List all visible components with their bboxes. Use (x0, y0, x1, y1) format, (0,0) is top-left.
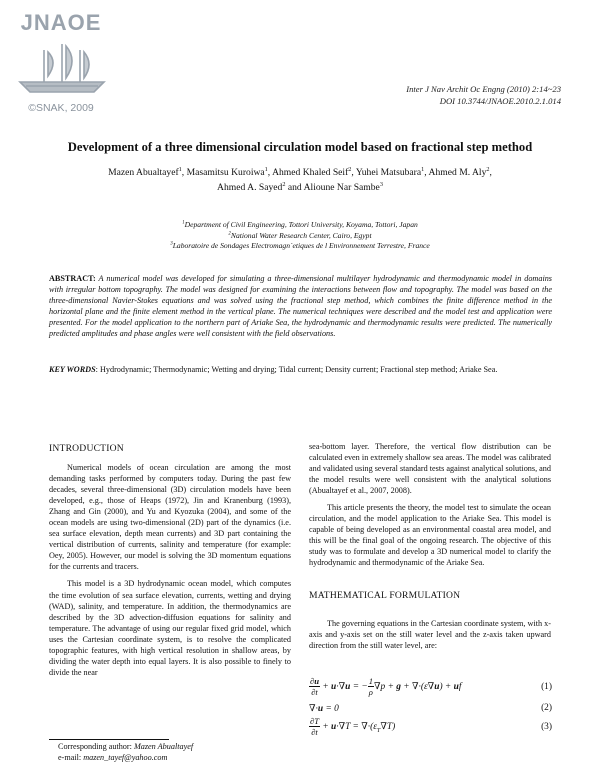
equation-number: (3) (541, 722, 552, 732)
footnote-rule (49, 739, 169, 740)
ship-icon (14, 40, 110, 98)
author: Ahmed Khaled Seif$^2$ (272, 165, 352, 178)
intro-paragraph-2: This model is a 3D hydrodynamic ocean model, which computes the time evolution of sea surface elevation, currents, wetting and drying (WAD), salinity, and temperature. In addition, the thermodynamics are described by the 3D advection-diffusion equations for salinity and temperature. The advantage of using our regular fixed grid model, which uses the Cartesian coordinate system, is to resolve the complicated topographic features, with high vertical resolution in shallow areas, by dividing the water depth into equal layers. It is also possible to finely to divide the near (49, 579, 291, 677)
keywords (49, 364, 552, 375)
math-paragraph-1: The governing equations in the Cartesian coordinate system, with x-axis and y-axis set on the still water level and the z-axis taken upward direction from the still water level, are: (309, 619, 551, 651)
intro-paragraph-1: Numerical models of ocean circulation are among the most demanding tasks performed by computers today. During the past few decades, several three-dimensional (3D) circulation models have been developed, e.g., those of Heaps (1972), Jin and Kranenburg (1993), Zhang and Gin (2000), and Yu and Kyozuka (2004), and some of the ocean models are using two-dimensional (2D) part of the dynamics (i.e. sea surface elevation, depth mean currents) and 3D part containing the vertical distribution of currents, salinity and temperature (for example: Oey, 2005). However, our model is solving the 3D momentum equations for the currents and tracers. (49, 463, 291, 572)
journal-citation (406, 83, 561, 107)
abstract (49, 274, 552, 339)
left-column (49, 462, 291, 678)
author: Ahmed M. Aly$^2$ (428, 165, 490, 178)
intro-paragraph-3: This article presents the theory, the model test to simulate the ocean circulation, and the model application to the Ariake Sea. This model is capable of being developed as an environmental coastal area model, and this will be the final goal of the ongoing research. The objective of this study was to formulate and develop a 3D numerical model to clarify the hydrodynamic and thermodynamic of the Ariake Sea. (309, 503, 551, 568)
email-label: e-mail: (58, 752, 82, 762)
abstract-label: ABSTRACT: (49, 274, 96, 283)
intro-heading: INTRODUCTION (49, 443, 124, 454)
corr-email[interactable]: mazen_tayef@yahoo.com (83, 752, 168, 762)
keywords-label: KEY WORDS (49, 365, 96, 374)
author: Masamitsu Kuroiwa$^1$ (186, 165, 268, 178)
equation-number: (1) (541, 682, 552, 692)
citation-line: Inter J Nav Archit Oc Engng (2010) 2:14~23 (406, 84, 561, 94)
author: Yuhei Matsubara$^1$ (355, 165, 425, 178)
logo-copyright: ©SNAK, 2009 (28, 102, 94, 114)
logo-text: JNAOE (20, 10, 102, 35)
equation-2: ∇·u = 0 (2) (309, 703, 552, 714)
corresponding-author (58, 742, 193, 763)
author: Ahmed A. Sayed$^2$ (217, 180, 286, 193)
right-column (309, 441, 551, 569)
affiliations (40, 220, 560, 252)
corr-name: Mazen Abualtayef (133, 742, 194, 751)
keywords-text: : Hydrodynamic; Thermodynamic; Wetting and drying; Tidal current; Density current; Fractional step method; Ariake Sea. (95, 365, 498, 374)
equation-1: $\frac{\partial u}{\partial t}$ + u·∇u = − $\frac{1}{\rho}$ ∇p + g + ∇·(ε∇u) + uf (1) (310, 676, 552, 697)
journal-logo (6, 8, 116, 120)
equation-number: (2) (541, 703, 552, 713)
affiliation: $^2$National Water Research Center, Cairo, Egypt (228, 230, 372, 240)
author-list: Mazen Abualtayef$^1$, Masamitsu Kuroiwa$^1$, Ahmed Khaled Seif$^2$, Yuhei Matsubara$^1$, Ahmed M. Aly$^2$, Ahmed A. Sayed$^2$ and Alioune Nar Sambe$^3$ (108, 165, 492, 193)
affiliation: $^1$Department of Civil Engineering, Tottori University, Koyama, Tottori, Japan (182, 220, 418, 229)
author: Alioune Nar Sambe$^3$ (303, 180, 383, 193)
corr-label: Corresponding author: (58, 742, 132, 751)
abstract-text: A numerical model was developed for simulating a three-dimensional multilayer hydrodynamic and thermodynamic model in domains with irregular bottom topography. The model was designed for examining the interactions between flow and topography. The model was based on the three-dimensional Navier-Stokes equations and was solved using the fractional step method, which combines the finite difference method in the horizontal plane and the finite element method in the vertical plane. The numerical techniques were described and the model test and application were presented. For the model application to the northern part of Ariake Sea, the hydrodynamic and thermodynamic results were predicted. The numerically predicted amplitudes and phase angles were well consistent with the field observations. (49, 274, 552, 338)
author: Mazen Abualtayef$^1$ (108, 165, 182, 178)
math-heading: MATHEMATICAL FORMULATION (309, 590, 461, 601)
equation-3: $\frac{\partial T}{\partial t}$ + $u\cdot\nabla T = \nabla\cdot(\varepsilon_T\nabla T)$ (3) (310, 716, 552, 737)
paper-title: Development of a three dimensional circulation model based on fractional step method (67, 140, 533, 154)
doi-line: DOI 10.3744/JNAOE.2010.2.1.014 (439, 96, 561, 106)
intro-paragraph-2-cont: sea-bottom layer. Therefore, the vertical flow distribution can be calculated even in extremely shallow sea areas. The model was calibrated and validated using several standard tests against analytical solutions, and the model results were well consistent with the analytical solutions (Abualtayef et al., 2007, 2008). (309, 442, 551, 496)
affiliation: $^3$Laboratoire de Sondages Electromagn´etiques de l Environnement Terrestre, France (170, 241, 430, 250)
math-intro (309, 618, 551, 651)
